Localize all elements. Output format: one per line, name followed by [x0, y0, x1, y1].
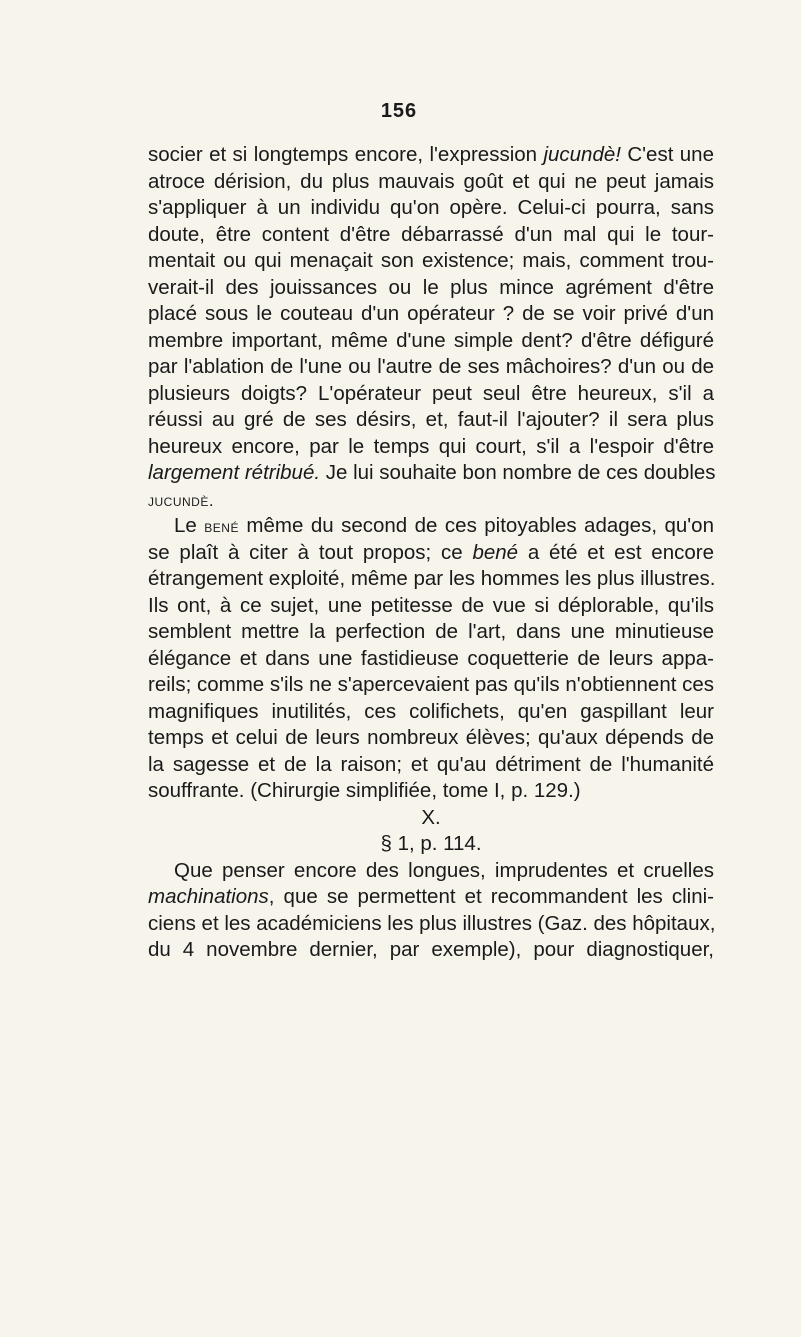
text-line [148, 858, 714, 885]
text-run: temps et celui de leurs nombreux élèves; qu'aux dépends de [148, 726, 714, 749]
text-run: Que penser encore des longues, imprudentes et cruelles [174, 858, 714, 882]
text-line [148, 513, 714, 540]
small-caps-text: bené [204, 517, 239, 536]
text-line [148, 937, 714, 964]
text-line [148, 593, 714, 620]
text-run: ciens et les académiciens les plus illustres (Gaz. des hôpitaux, [148, 911, 716, 935]
italic-text: largement rétribué. [148, 461, 321, 484]
text-run: semblent mettre la perfection de l'art, dans une minutieuse [148, 620, 714, 643]
text-run: placé sous le couteau d'un opérateur ? de se voir privé d'un [148, 302, 714, 325]
text-line [148, 275, 714, 302]
text-run: a été et est encore [518, 540, 714, 564]
text-run: , que se permettent et recommandent les clini- [268, 885, 714, 908]
text-run: par l'ablation de l'une ou l'autre de ses mâchoires? d'un ou de [148, 355, 714, 378]
text-line [148, 222, 714, 249]
text-run: Ils ont, à ce sujet, une petitesse de vue si déplorable, qu'ils [148, 593, 714, 617]
text-run: plusieurs doigts? L'opérateur peut seul être heureux, s'il a [148, 381, 714, 405]
small-caps-text: jucundè. [148, 490, 215, 510]
text-run: se plaît à citer à tout propos; ce [148, 540, 473, 564]
text-line [148, 487, 714, 514]
text-run: X. [421, 805, 441, 829]
text-run: reils; comme s'ils ne s'apercevaient pas qu'ils n'obtiennent ces [148, 673, 715, 696]
text-run: Je lui souhaite bon nombre de ces doubles [320, 461, 716, 484]
text-line [148, 381, 714, 408]
text-line [148, 328, 714, 355]
text-line [148, 911, 714, 938]
text-run: même du second de ces pitoyables adages, qu'on [238, 514, 714, 537]
text-line [148, 566, 714, 593]
text-line [148, 460, 714, 487]
text-line [148, 725, 714, 752]
text-run: réussi au gré de ses désirs, et, faut-il l'ajouter? il sera plus [148, 408, 714, 431]
text-run: mentait ou qui menaçait son existence; mais, comment trou- [148, 249, 714, 272]
text-line [148, 619, 714, 646]
text-run: élégance et dans une fastidieuse coquetterie de leurs appa- [148, 646, 714, 670]
text-line [148, 646, 714, 673]
italic-text: jucundè! [543, 143, 621, 166]
text-line [148, 354, 714, 381]
text-line [148, 434, 714, 461]
text-run: verait-il des jouissances ou le plus mince agrément d'être [148, 275, 714, 299]
text-line [148, 301, 714, 328]
text-line [148, 540, 714, 567]
text-run: Le [174, 514, 205, 537]
text-line [148, 142, 714, 169]
italic-text: machinations [148, 885, 269, 908]
text-line [148, 169, 714, 196]
text-run: socier et si longtemps encore, l'expression [148, 143, 544, 166]
text-run: souffrante. (Chirurgie simplifiée, tome I, p. 129.) [148, 779, 581, 802]
text-line [148, 884, 714, 911]
text-run: atroce dérision, du plus mauvais goût et qui ne peut jamais [148, 169, 714, 193]
text-line [148, 699, 714, 726]
text-line [148, 248, 714, 275]
text-run: C'est une [620, 143, 714, 166]
text-line [148, 407, 714, 434]
page-number: 156 [380, 100, 418, 122]
text-line [148, 752, 714, 779]
text-run: la sagesse et de la raison; et qu'au détriment de l'humanité [148, 752, 714, 776]
text-line [148, 778, 714, 805]
section-heading [148, 805, 714, 832]
text-run: heureux encore, par le temps qui court, s'il a l'espoir d'être [148, 434, 714, 458]
text-run: doute, être content d'être débarrassé d'un mal qui le tour- [148, 222, 714, 246]
text-line [148, 195, 714, 222]
italic-text: bené [472, 540, 519, 564]
text-run: du 4 novembre dernier, par exemple), pour diagnostiquer, [148, 938, 714, 961]
section-heading [148, 831, 714, 858]
text-run: étrangement exploité, même par les hommes les plus illustres. [148, 567, 716, 590]
text-run: § 1, p. 114. [380, 832, 482, 855]
text-run: magnifiques inutilités, ces colifichets, qu'en gaspillant leur [148, 699, 714, 723]
body-text [148, 142, 714, 964]
text-run: membre important, même d'une simple dent? d'être défiguré [148, 328, 714, 352]
text-run: s'appliquer à un individu qu'on opère. Celui-ci pourra, sans [148, 196, 714, 219]
text-line [148, 672, 714, 699]
